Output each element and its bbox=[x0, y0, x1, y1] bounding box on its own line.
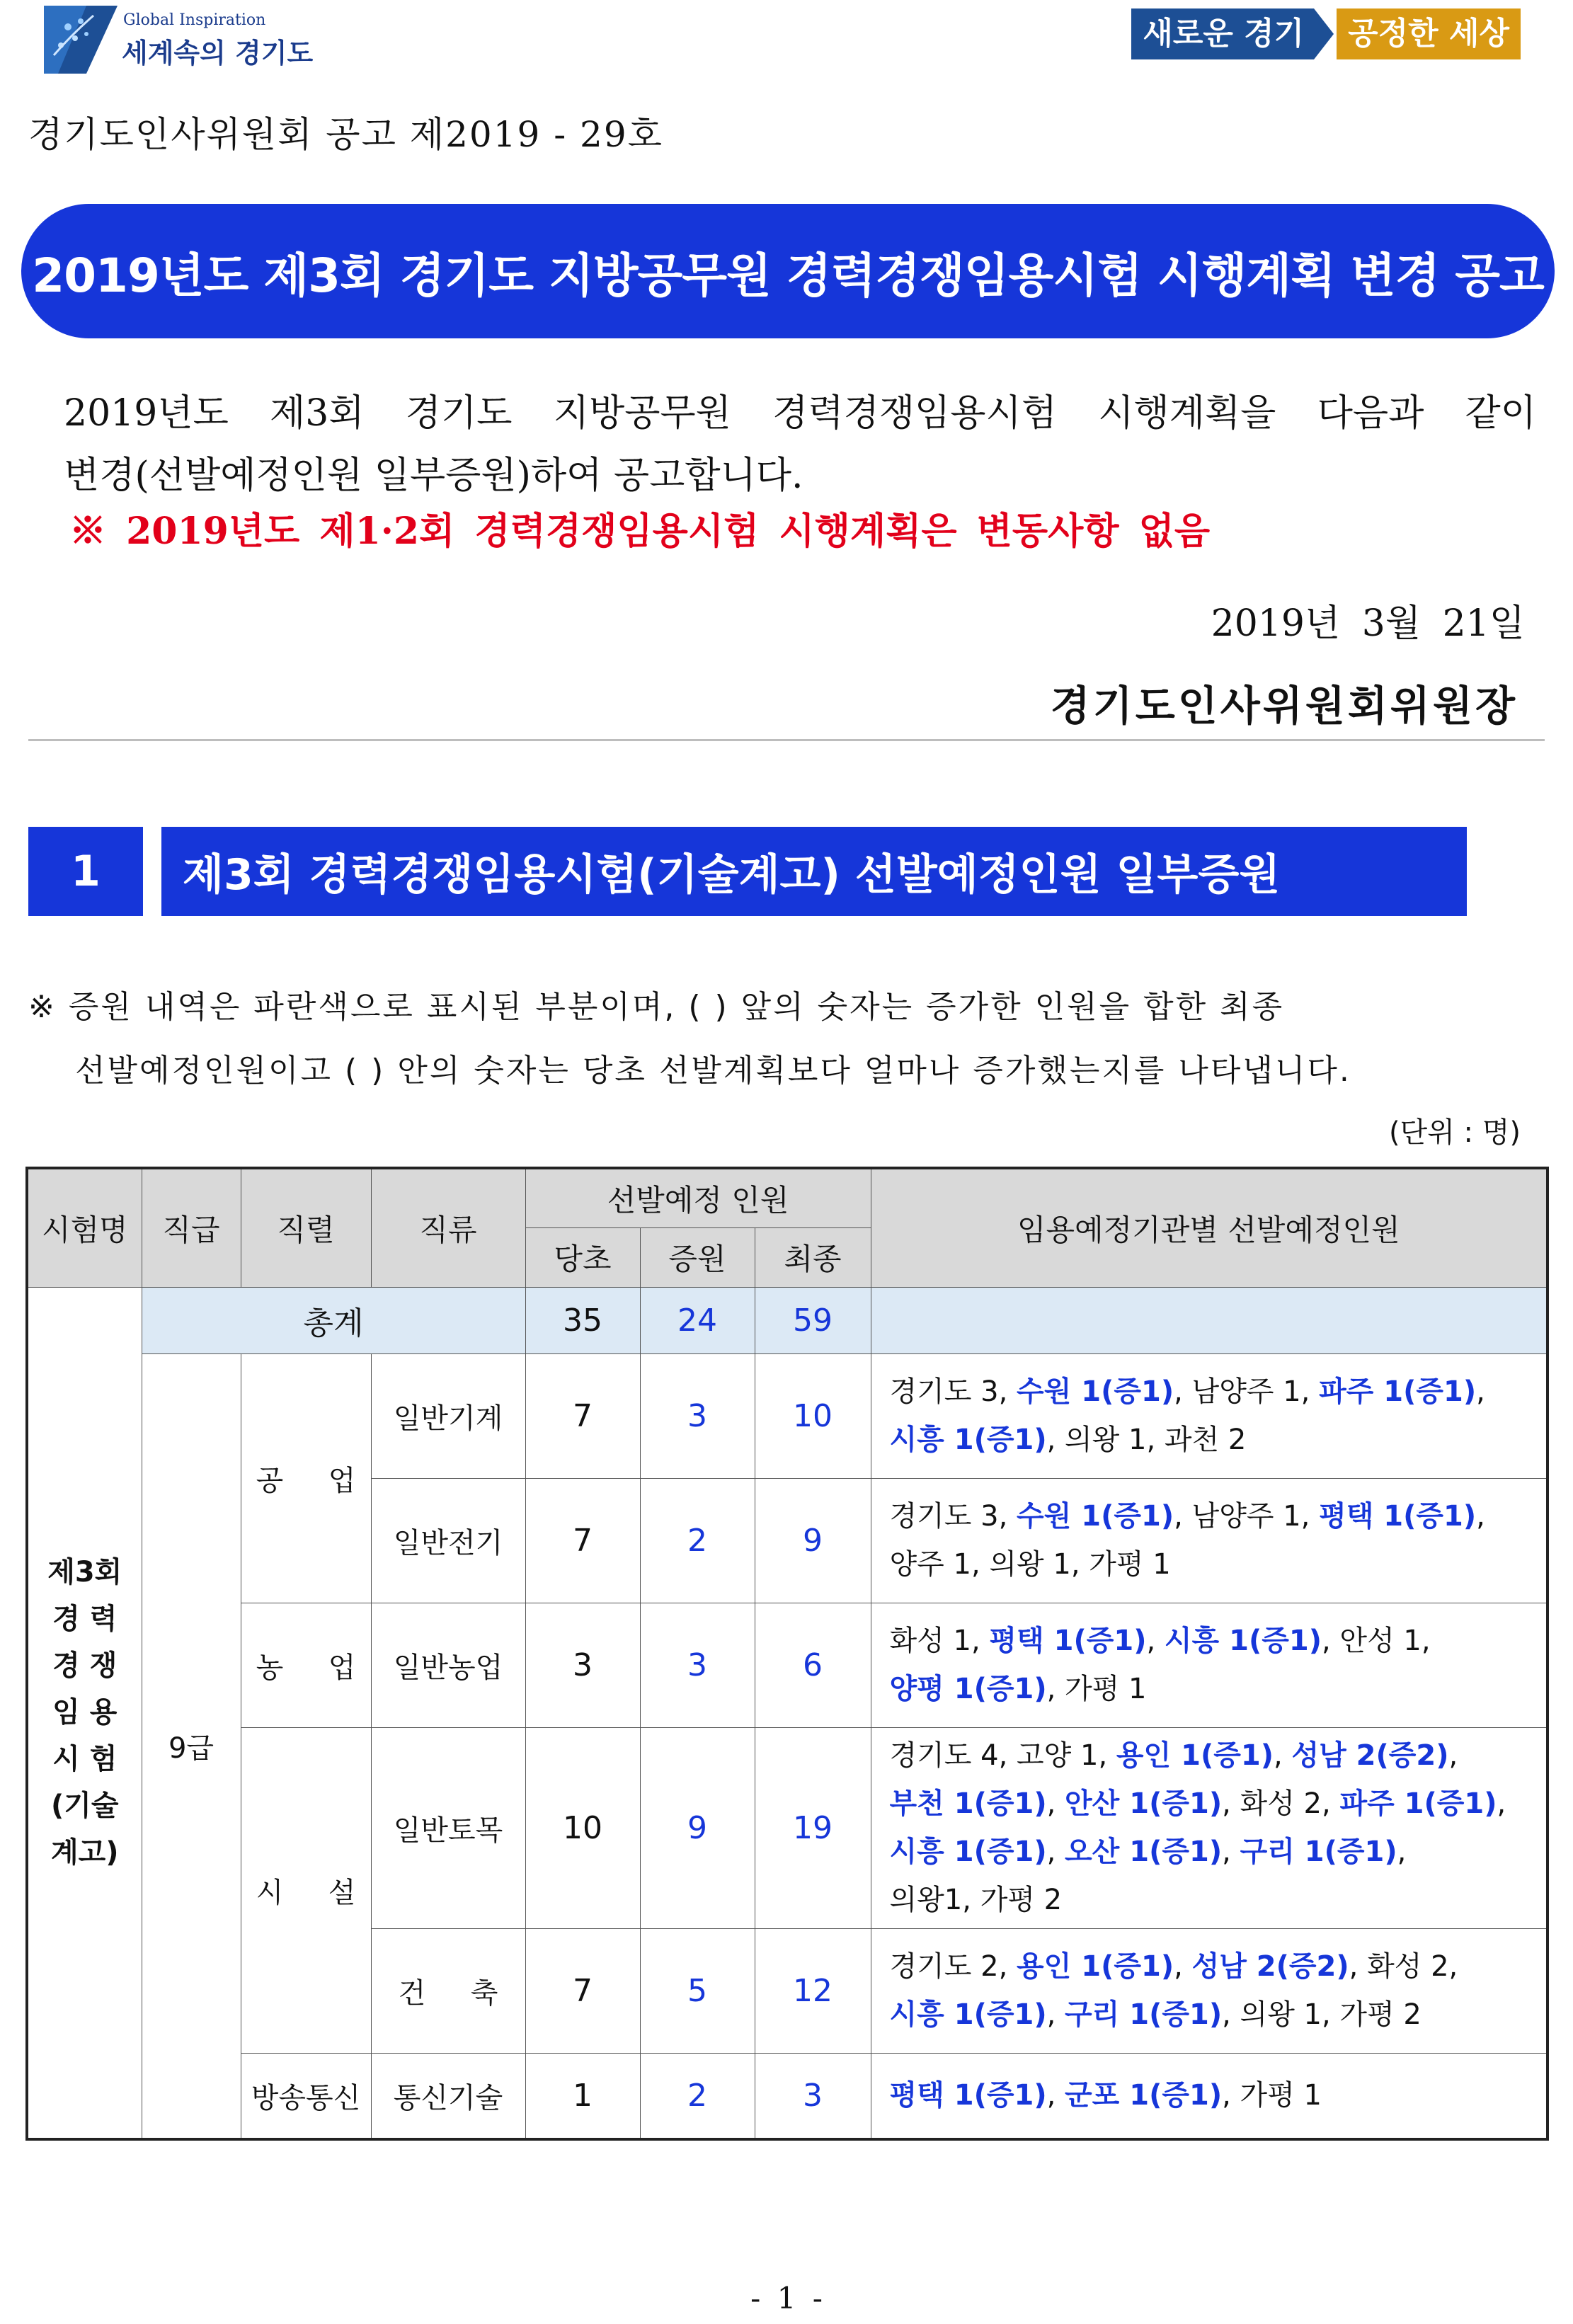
agency-text: , bbox=[1046, 1836, 1065, 1868]
agency-text: , bbox=[1274, 1739, 1292, 1772]
agency-text: , 안성 1, bbox=[1322, 1625, 1431, 1657]
agency-increase: 부천 1(증1) bbox=[889, 1787, 1047, 1820]
agency-increase: 시흥 1(증1) bbox=[1164, 1625, 1322, 1657]
agency-text: , bbox=[1476, 1375, 1485, 1408]
exam-name-line: 경 력 bbox=[52, 1603, 118, 1636]
exam-name-line: 시 험 bbox=[52, 1743, 118, 1776]
header-grade: 직급 bbox=[142, 1168, 241, 1287]
agency-text: , 남양주 1, bbox=[1174, 1375, 1320, 1408]
header-planned: 선발예정 인원 bbox=[525, 1168, 871, 1227]
agency-increase: 수원 1(증1) bbox=[1017, 1375, 1174, 1408]
agency-text: 경기도 3, bbox=[889, 1375, 1017, 1408]
agency-increase: 양평 1(증1) bbox=[889, 1673, 1047, 1705]
agency-text: , 가평 1 bbox=[1222, 2079, 1322, 2112]
exam-name-line: 계고) bbox=[50, 1836, 119, 1870]
series-agriculture: 농 업 bbox=[241, 1603, 371, 1727]
agency-text: , bbox=[1497, 1787, 1506, 1820]
total-inc: 24 bbox=[640, 1287, 755, 1353]
agency-text: , bbox=[1397, 1836, 1407, 1868]
series-broadcast: 방송통신 bbox=[241, 2053, 371, 2139]
orig-cell: 7 bbox=[525, 1928, 640, 2053]
intro-line-2: 변경(선발예정인원 일부증원)하여 공고합니다. bbox=[64, 454, 803, 497]
agency-text: , 가평 1 bbox=[1046, 1673, 1147, 1705]
orig-cell: 1 bbox=[525, 2053, 640, 2139]
agency-cell bbox=[871, 1353, 1548, 1478]
agency-increase: 성남 2(증2) bbox=[1291, 1739, 1449, 1772]
agency-text: , 화성 2, bbox=[1222, 1787, 1340, 1820]
agency-increase: 안산 1(증1) bbox=[1065, 1787, 1223, 1820]
agency-increase: 군포 1(증1) bbox=[1065, 2079, 1223, 2112]
agency-text: 경기도 2, bbox=[889, 1950, 1017, 1983]
agency-text: , bbox=[1046, 1998, 1065, 2031]
agency-increase: 평택 1(증1) bbox=[889, 2079, 1047, 2112]
agency-cell bbox=[871, 1928, 1548, 2053]
exam-name-line: 제3회 bbox=[47, 1556, 122, 1589]
slogan-left: 새로운 경기 bbox=[1131, 8, 1314, 59]
slogan-right: 공정한 세상 bbox=[1337, 8, 1521, 59]
orig-cell: 7 bbox=[525, 1353, 640, 1478]
class-cell: 통신기술 bbox=[371, 2053, 525, 2139]
agency-cell bbox=[871, 1478, 1548, 1603]
final-cell: 19 bbox=[755, 1727, 871, 1928]
agency-increase: 용인 1(증1) bbox=[1116, 1739, 1274, 1772]
agency-text: , 의왕 1, 과천 2 bbox=[1046, 1424, 1247, 1456]
header-final: 최종 bbox=[755, 1227, 871, 1287]
agency-text: 양주 1, 의왕 1, 가평 1 bbox=[889, 1548, 1171, 1581]
inc-cell: 2 bbox=[640, 2053, 755, 2139]
total-label: 총계 bbox=[142, 1287, 525, 1353]
inc-cell: 3 bbox=[640, 1603, 755, 1727]
header-class: 직류 bbox=[371, 1168, 525, 1287]
final-cell: 6 bbox=[755, 1603, 871, 1727]
series-industry: 공 업 bbox=[241, 1353, 371, 1603]
slogan-arrow-icon bbox=[1314, 8, 1334, 59]
header-orig: 당초 bbox=[525, 1227, 640, 1287]
agency-increase: 파주 1(증1) bbox=[1319, 1375, 1477, 1408]
final-cell: 9 bbox=[755, 1478, 871, 1603]
red-notice: ※ 2019년도 제1·2회 경력경쟁임용시험 시행계획은 변동사항 없음 bbox=[69, 510, 1211, 553]
agency-increase: 용인 1(증1) bbox=[1017, 1950, 1174, 1983]
notice-number: 경기도인사위원회 공고 제2019 - 29호 bbox=[28, 114, 663, 155]
note-line-1: ※ 증원 내역은 파란색으로 표시된 부분이며, ( ) 앞의 숫자는 증가한 인원을 합한 최종 bbox=[28, 989, 1285, 1025]
logo-title: 세계속의 경기도 bbox=[122, 38, 314, 69]
agency-text: 경기도 4, 고양 1, bbox=[889, 1739, 1116, 1772]
divider bbox=[28, 739, 1545, 741]
agency-cell bbox=[871, 2053, 1548, 2139]
agency-increase: 성남 2(증2) bbox=[1191, 1950, 1349, 1983]
agency-text: , 화성 2, bbox=[1349, 1950, 1458, 1983]
note-line-2: 선발예정인원이고 ( ) 안의 숫자는 당초 선발계획보다 얼마나 증가했는지를 나타냅니다. bbox=[75, 1053, 1351, 1089]
orig-cell: 3 bbox=[525, 1603, 640, 1727]
announcement-date: 2019년 3월 21일 bbox=[1211, 602, 1525, 645]
exam-name-cell bbox=[27, 1287, 142, 2139]
agency-text: , bbox=[1448, 1739, 1458, 1772]
agency-text: , bbox=[1222, 1836, 1240, 1868]
agency-increase: 시흥 1(증1) bbox=[889, 1424, 1047, 1456]
agency-text: 의왕1, 가평 2 bbox=[889, 1884, 1063, 1916]
agency-increase: 평택 1(증1) bbox=[989, 1625, 1147, 1657]
signer: 경기도인사위원회위원장 bbox=[1050, 682, 1518, 730]
class-cell: 일반전기 bbox=[371, 1478, 525, 1603]
document-title: 2019년도 제3회 경기도 지방공무원 경력경쟁임용시험 시행계획 변경 공고 bbox=[21, 204, 1555, 338]
gyeonggi-logo bbox=[44, 6, 313, 74]
agency-text: , bbox=[1046, 2079, 1065, 2112]
header-agency: 임용예정기관별 선발예정인원 bbox=[871, 1168, 1548, 1287]
agency-increase: 수원 1(증1) bbox=[1017, 1500, 1174, 1533]
exam-name-line: (기술 bbox=[50, 1790, 119, 1823]
agency-increase: 오산 1(증1) bbox=[1065, 1836, 1223, 1868]
series-facilities: 시 설 bbox=[241, 1727, 371, 2053]
class-cell: 일반토목 bbox=[371, 1727, 525, 1928]
agency-increase: 시흥 1(증1) bbox=[889, 1998, 1047, 2031]
agency-text: , 남양주 1, bbox=[1174, 1500, 1320, 1533]
final-cell: 12 bbox=[755, 1928, 871, 2053]
class-cell: 일반기계 bbox=[371, 1353, 525, 1478]
header-inc: 증원 bbox=[640, 1227, 755, 1287]
agency-increase: 구리 1(증1) bbox=[1065, 1998, 1223, 2031]
orig-cell: 10 bbox=[525, 1727, 640, 1928]
agency-increase: 구리 1(증1) bbox=[1240, 1836, 1397, 1868]
inc-cell: 3 bbox=[640, 1353, 755, 1478]
agency-text: 경기도 3, bbox=[889, 1500, 1017, 1533]
explanation-note bbox=[28, 975, 1351, 1103]
agency-text: , 의왕 1, 가평 2 bbox=[1222, 1998, 1422, 2031]
agency-text: , bbox=[1174, 1950, 1192, 1983]
inc-cell: 5 bbox=[640, 1928, 755, 2053]
agency-cell bbox=[871, 1603, 1548, 1727]
agency-increase: 평택 1(증1) bbox=[1319, 1500, 1477, 1533]
total-orig: 35 bbox=[525, 1287, 640, 1353]
recruitment-table bbox=[25, 1167, 1549, 2141]
inc-cell: 9 bbox=[640, 1727, 755, 1928]
agency-text: , bbox=[1046, 1787, 1065, 1820]
exam-name-line: 경 쟁 bbox=[52, 1649, 118, 1683]
agency-text: , bbox=[1476, 1500, 1485, 1533]
section-title: 제3회 경력경쟁임용시험(기술계고) 선발예정인원 일부증원 bbox=[161, 827, 1467, 916]
agency-increase: 시흥 1(증1) bbox=[889, 1836, 1047, 1868]
class-cell: 건 축 bbox=[371, 1928, 525, 2053]
final-cell: 3 bbox=[755, 2053, 871, 2139]
logo-subtitle: Global Inspiration bbox=[123, 11, 266, 29]
final-cell: 10 bbox=[755, 1353, 871, 1478]
agency-increase: 파주 1(증1) bbox=[1339, 1787, 1497, 1820]
header-series: 직렬 bbox=[241, 1168, 371, 1287]
slogan-banner bbox=[1131, 8, 1521, 59]
grade-cell: 9급 bbox=[142, 1353, 241, 2139]
page-number: - 1 - bbox=[750, 2281, 823, 2316]
agency-text: , bbox=[1146, 1625, 1165, 1657]
intro-line-1: 2019년도 제3회 경기도 지방공무원 경력경쟁임용시험 시행계획을 다음과 같이 bbox=[64, 392, 1536, 435]
unit-label: (단위 : 명) bbox=[1388, 1116, 1521, 1149]
agency-cell bbox=[871, 1727, 1548, 1928]
total-agency bbox=[871, 1287, 1548, 1353]
gyeonggi-emblem-icon bbox=[44, 6, 118, 74]
agency-text: 화성 1, bbox=[889, 1625, 990, 1657]
total-final: 59 bbox=[755, 1287, 871, 1353]
section-number: 1 bbox=[28, 827, 143, 916]
exam-name-line: 임 용 bbox=[52, 1696, 118, 1729]
inc-cell: 2 bbox=[640, 1478, 755, 1603]
header-exam: 시험명 bbox=[27, 1168, 142, 1287]
orig-cell: 7 bbox=[525, 1478, 640, 1603]
class-cell: 일반농업 bbox=[371, 1603, 525, 1727]
